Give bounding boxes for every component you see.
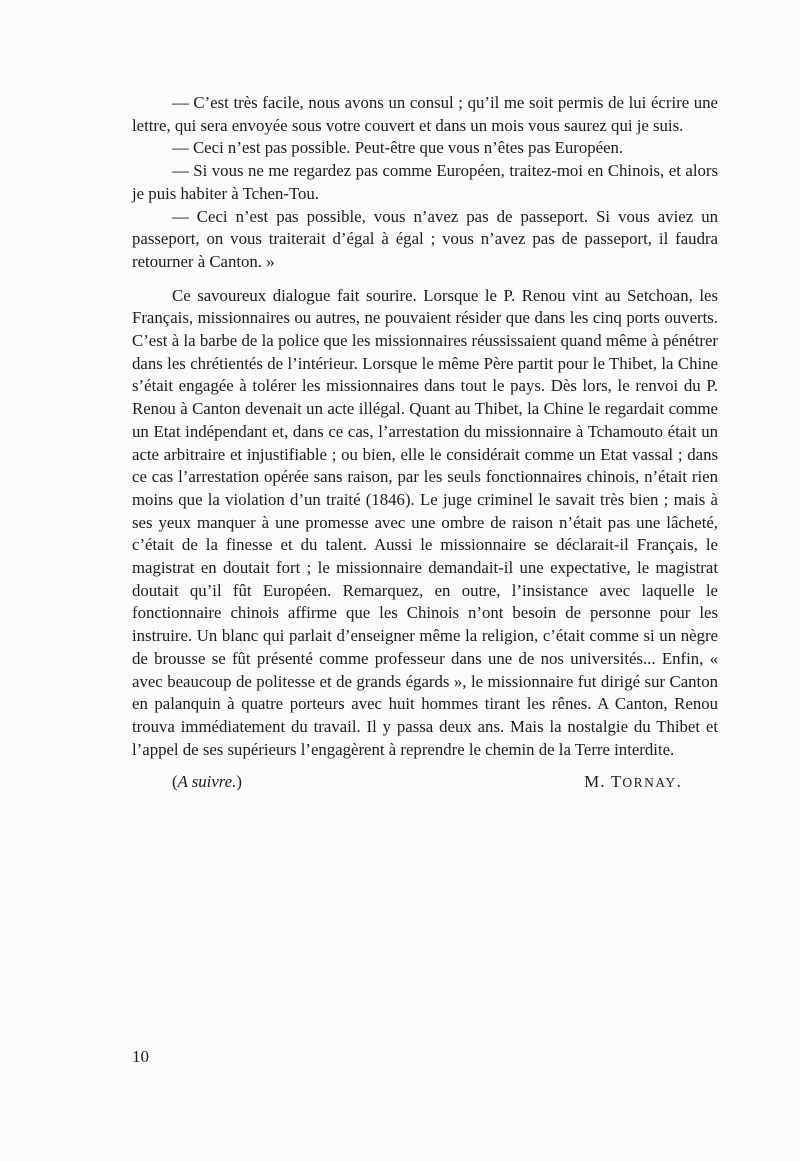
paren-open: ( bbox=[172, 772, 178, 792]
dialogue-line: — Ceci n’est pas possible, vous n’avez pas de passeport. Si vous aviez un passeport, on vous traiterait d’égal à égal ; vous n’avez pas de passeport, il faudra retourner à Canton. » bbox=[132, 206, 718, 271]
author-signature bbox=[584, 771, 682, 795]
author-surname: ORNAY bbox=[622, 775, 677, 791]
to-be-continued-note bbox=[172, 771, 242, 794]
to-be-continued-text: A suivre. bbox=[177, 772, 237, 792]
dialogue-line: — C’est très facile, nous avons un consul ; qu’il me soit permis de lui écrire une lettre, qui sera envoyée sous votre couvert et dans un mois vous saurez qui je suis. bbox=[132, 93, 718, 135]
article-text bbox=[132, 92, 718, 795]
author-dot: . bbox=[676, 772, 682, 792]
page-number: 10 bbox=[132, 1047, 149, 1066]
author-initial: M. T bbox=[584, 772, 623, 792]
paren-close: ) bbox=[236, 772, 242, 792]
dialogue-line: — Si vous ne me regardez pas comme Européen, traitez-moi en Chinois, et alors je puis habiter à Tchen-Tou. bbox=[132, 161, 718, 203]
article-closing bbox=[132, 771, 718, 795]
dialogue-line: — Ceci n’est pas possible. Peut-être que vous n’êtes pas Européen. bbox=[172, 138, 624, 158]
commentary-paragraph: Ce savoureux dialogue fait sourire. Lorsque le P. Renou vint au Setchoan, les Français, missionnaires ou autres, ne pouvaient résider que dans les cinq ports ouverts. C’est à la barbe de la police que les missionnaires réussissaient quand même à pénétrer dans les chrétientés de l’intérieur. Lorsque le même Père partit pour le Thibet, la Chine s’était engagée à tolérer les missionnaires dans tout le pays. Dès lors, le renvoi du P. Renou à Canton devenait un acte illégal. Quant au Thibet, la Chine le regardait comme un Etat indépendant et, dans ce cas, l’arrestation du missionnaire à Tchamouto était un acte arbitraire et injustifiable ; ou bien, elle le considérait comme un Etat vassal ; dans ce cas l’arrestation opérée sans raison, par les seuls fonctionnaires chinois, n’était rien moins que la violation d’un traité (1846). Le juge criminel le savait très bien ; mais à ses yeux manquer à une promesse avec une ombre de raison n’était pas une lâcheté, c’était de la finesse et du talent. Aussi le missionnaire se déclarait-il Français, le magistrat en doutait fort ; le missionnaire demandait-il une expectative, le magistrat doutait qu’il fût Européen. Remarquez, en outre, l’insistance avec laquelle le fonctionnaire chinois affirme que les Chinois n’ont besoin de personne pour les instruire. Un blanc qui parlait d’enseigner même la religion, c’était comme si un nègre de brousse se fût présenté comme professeur dans une de nos universités... Enfin, « avec beaucoup de politesse et de grands égards », le missionnaire fut dirigé sur Canton en palanquin à quatre porteurs avec huit hommes tirant les rênes. A Canton, Renou trouva immédiatement du travail. Il y passa deux ans. Mais la nostalgie du Thibet et l’appel de ses supérieurs l’engagèrent à reprendre le chemin de la Terre interdite. bbox=[132, 285, 718, 759]
